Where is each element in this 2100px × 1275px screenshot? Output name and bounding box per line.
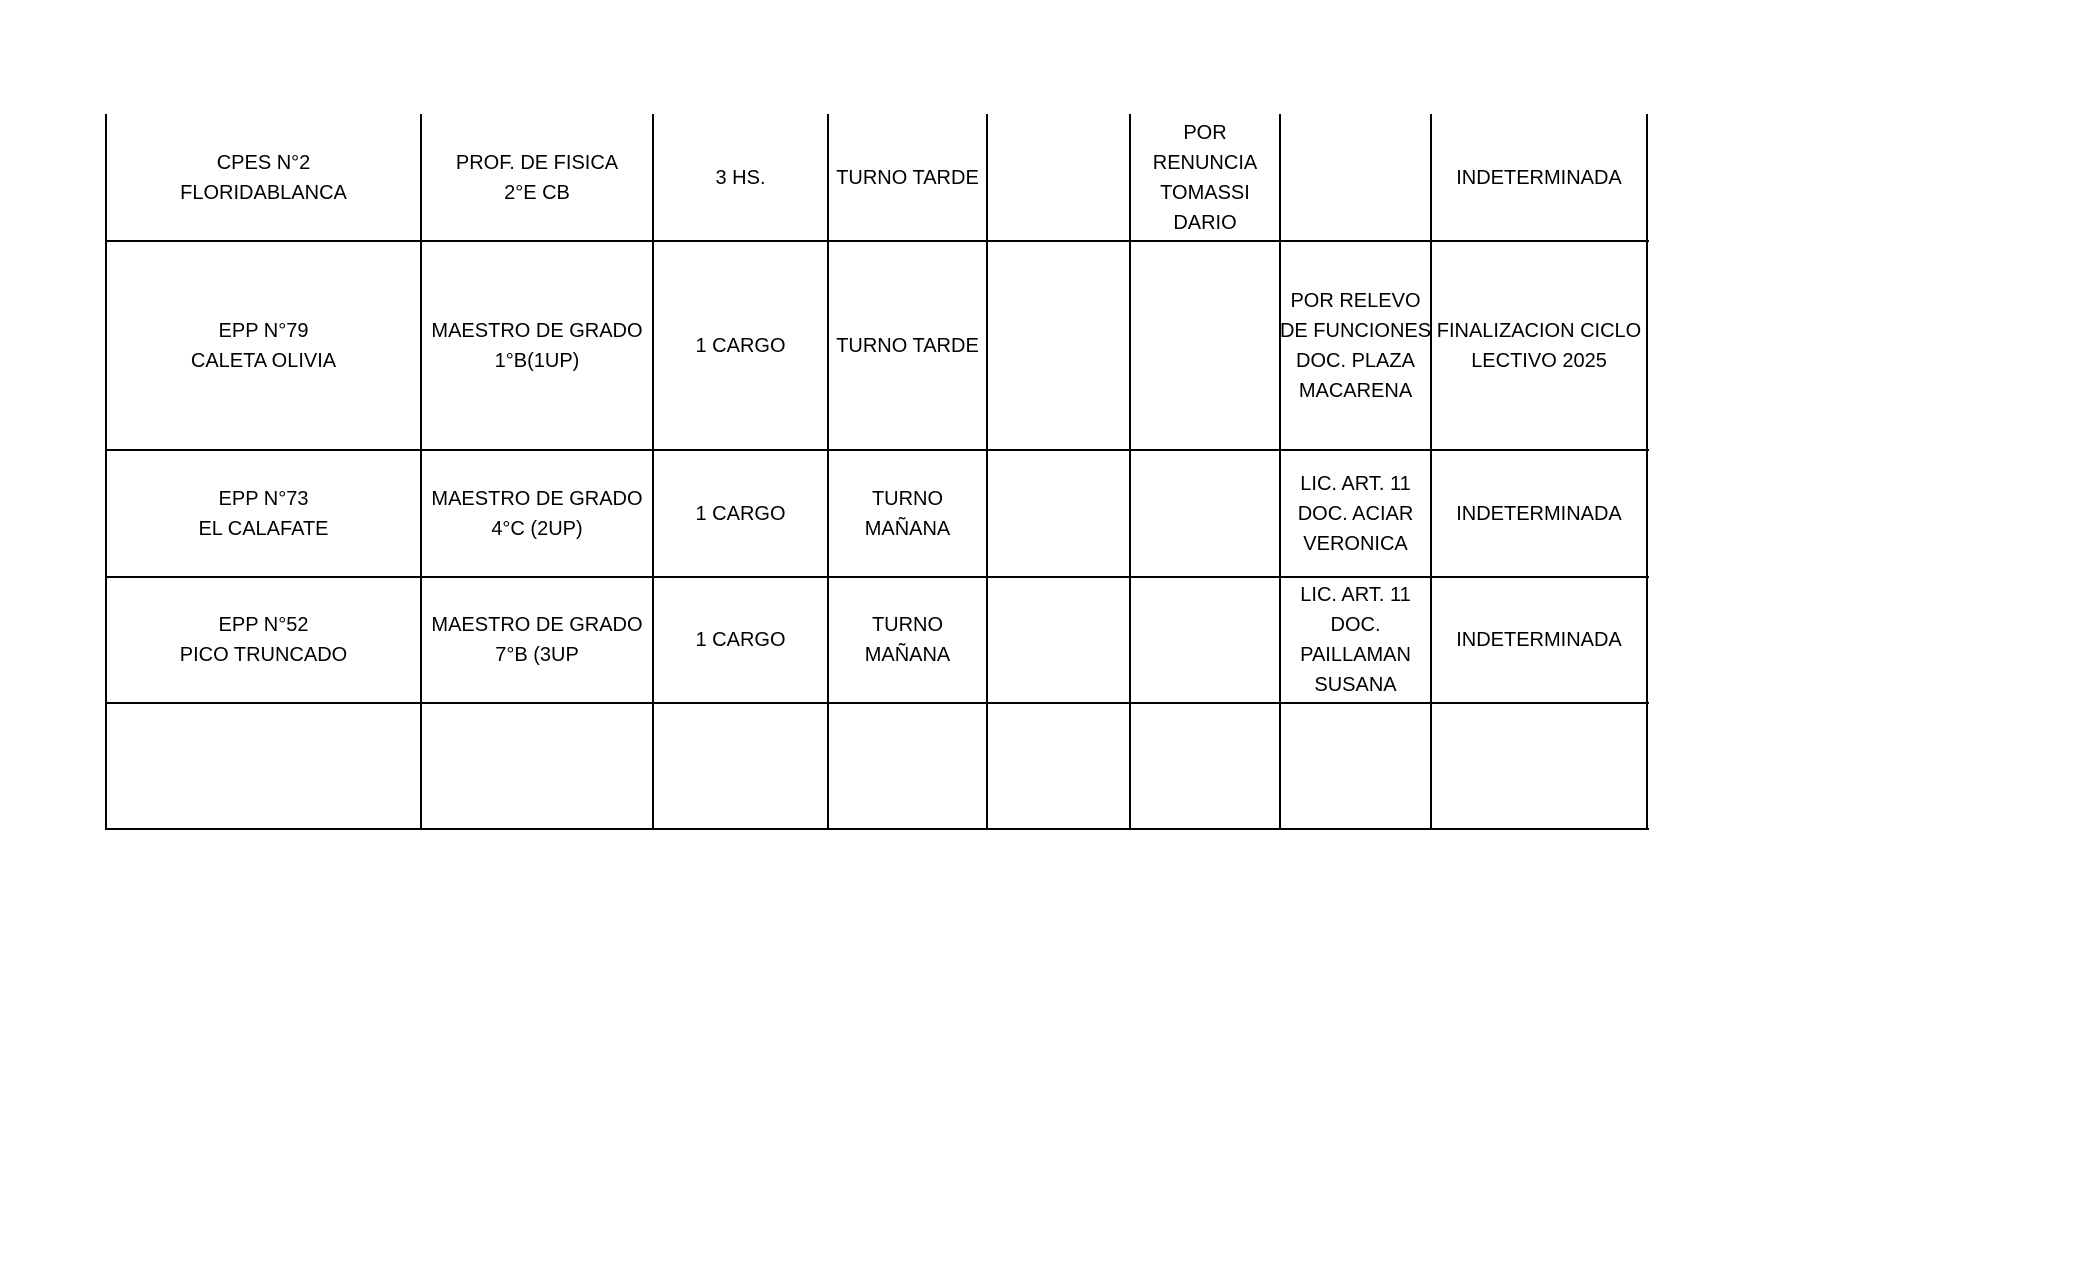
table-cell-escuela xyxy=(106,241,421,450)
table-cell-col6 xyxy=(1130,241,1280,450)
cell-text-line: EL CALAFATE xyxy=(198,517,329,540)
table-cell-turno xyxy=(828,241,987,450)
cell-text-line: FINALIZACION CICLO xyxy=(1436,319,1642,342)
table-cell-motivo xyxy=(1280,114,1431,241)
cell-text-line: PROF. DE FISICA xyxy=(455,151,619,174)
cell-text-line: DARIO xyxy=(1173,211,1237,234)
cell-text-line: EPP N°79 xyxy=(218,319,309,342)
cell-text-line: MAESTRO DE GRADO xyxy=(431,319,643,342)
table-cell-col5 xyxy=(987,241,1130,450)
table-cell-duracion xyxy=(1431,577,1647,703)
cell-text-line: 3 HS. xyxy=(715,166,766,189)
table-cell-escuela xyxy=(106,450,421,577)
table-cell-escuela xyxy=(106,577,421,703)
cell-text-line: PICO TRUNCADO xyxy=(179,644,348,666)
table-cell-escuela xyxy=(106,114,421,241)
cell-text-line: EPP N°73 xyxy=(218,487,309,510)
table-cell-turno xyxy=(828,114,987,241)
cell-text-line: PAILLAMAN xyxy=(1300,644,1411,666)
cell-text-line: CALETA OLIVIA xyxy=(190,349,337,372)
cell-text-line: TURNO xyxy=(871,614,944,636)
table-cell-turno xyxy=(828,577,987,703)
table-cell-col5 xyxy=(987,703,1130,829)
table-cell-col6 xyxy=(1130,577,1280,703)
table-cell-duracion xyxy=(1431,241,1647,450)
table-cell-cargo xyxy=(421,703,653,829)
cell-text-line: MAESTRO DE GRADO xyxy=(431,614,643,636)
table-cell-motivo xyxy=(1280,577,1431,703)
cell-text-line: TURNO xyxy=(871,487,944,510)
table-cell-motivo xyxy=(1280,450,1431,577)
vacancy-table xyxy=(106,114,1647,830)
cell-text-line: TOMASSI xyxy=(1160,181,1250,204)
cell-text-line: DOC. ACIAR xyxy=(1297,502,1414,525)
cell-text-line: LECTIVO 2025 xyxy=(1471,349,1607,372)
cell-text-line: LIC. ART. 11 xyxy=(1300,472,1411,495)
cell-text-line: INDETERMINADA xyxy=(1456,166,1622,189)
cell-text-line: 1 CARGO xyxy=(695,334,786,357)
table-cell-col6 xyxy=(1130,703,1280,829)
table-cell-motivo xyxy=(1280,703,1431,829)
cell-text-line: EPP N°52 xyxy=(218,614,309,636)
cell-text-line: DE FUNCIONES xyxy=(1280,319,1431,342)
cell-text-line: VERONICA xyxy=(1303,532,1408,555)
table-cell-duracion xyxy=(1431,450,1647,577)
table-cell-escuela xyxy=(106,703,421,829)
cell-text-line: RENUNCIA xyxy=(1152,151,1258,174)
cell-text-line: 4°C (2UP) xyxy=(491,517,583,540)
cell-text-line: TURNO TARDE xyxy=(836,334,979,357)
cell-text-line: SUSANA xyxy=(1314,674,1397,696)
table-cell-turno xyxy=(828,450,987,577)
cell-text-line: MAÑANA xyxy=(864,517,951,540)
cell-text-line: DOC. PLAZA xyxy=(1296,349,1415,372)
cell-text-line: 2°E CB xyxy=(504,181,570,204)
table-cell-turno xyxy=(828,703,987,829)
table-cell-horas xyxy=(653,241,828,450)
cell-text-line: POR RELEVO xyxy=(1290,289,1421,312)
table-cell-horas xyxy=(653,450,828,577)
table-cell-cargo xyxy=(421,577,653,703)
table-cell-cargo xyxy=(421,450,653,577)
cell-text-line: MAESTRO DE GRADO xyxy=(431,487,643,510)
cell-text-line: CPES N°2 xyxy=(216,151,311,174)
table-cell-col5 xyxy=(987,577,1130,703)
table-cell-horas xyxy=(653,114,828,241)
cell-text-line: DOC. xyxy=(1330,614,1381,636)
table-cell-col5 xyxy=(987,114,1130,241)
cell-text-line: LIC. ART. 11 xyxy=(1300,584,1411,606)
table-cell-motivo xyxy=(1280,241,1431,450)
cell-text-line: MAÑANA xyxy=(864,644,951,666)
table-cell-col6 xyxy=(1130,114,1280,241)
table-cell-col6 xyxy=(1130,450,1280,577)
table-cell-cargo xyxy=(421,114,653,241)
cell-text-line: 7°B (3UP xyxy=(495,644,579,666)
cell-text-line: FLORIDABLANCA xyxy=(180,181,347,204)
cell-text-line: INDETERMINADA xyxy=(1456,502,1622,525)
table-cell-cargo xyxy=(421,241,653,450)
table-cell-duracion xyxy=(1431,114,1647,241)
cell-text-line: INDETERMINADA xyxy=(1456,629,1622,651)
cell-text-line: POR xyxy=(1183,121,1227,144)
table-cell-horas xyxy=(653,577,828,703)
cell-text-line: TURNO TARDE xyxy=(836,166,979,189)
cell-text-line: 1 CARGO xyxy=(695,502,786,525)
table-cell-duracion xyxy=(1431,703,1647,829)
cell-text-line: MACARENA xyxy=(1298,379,1413,402)
table-cell-col5 xyxy=(987,450,1130,577)
cell-text-line: 1 CARGO xyxy=(695,629,786,651)
cell-text-line: 1°B(1UP) xyxy=(494,349,580,372)
table-cell-horas xyxy=(653,703,828,829)
